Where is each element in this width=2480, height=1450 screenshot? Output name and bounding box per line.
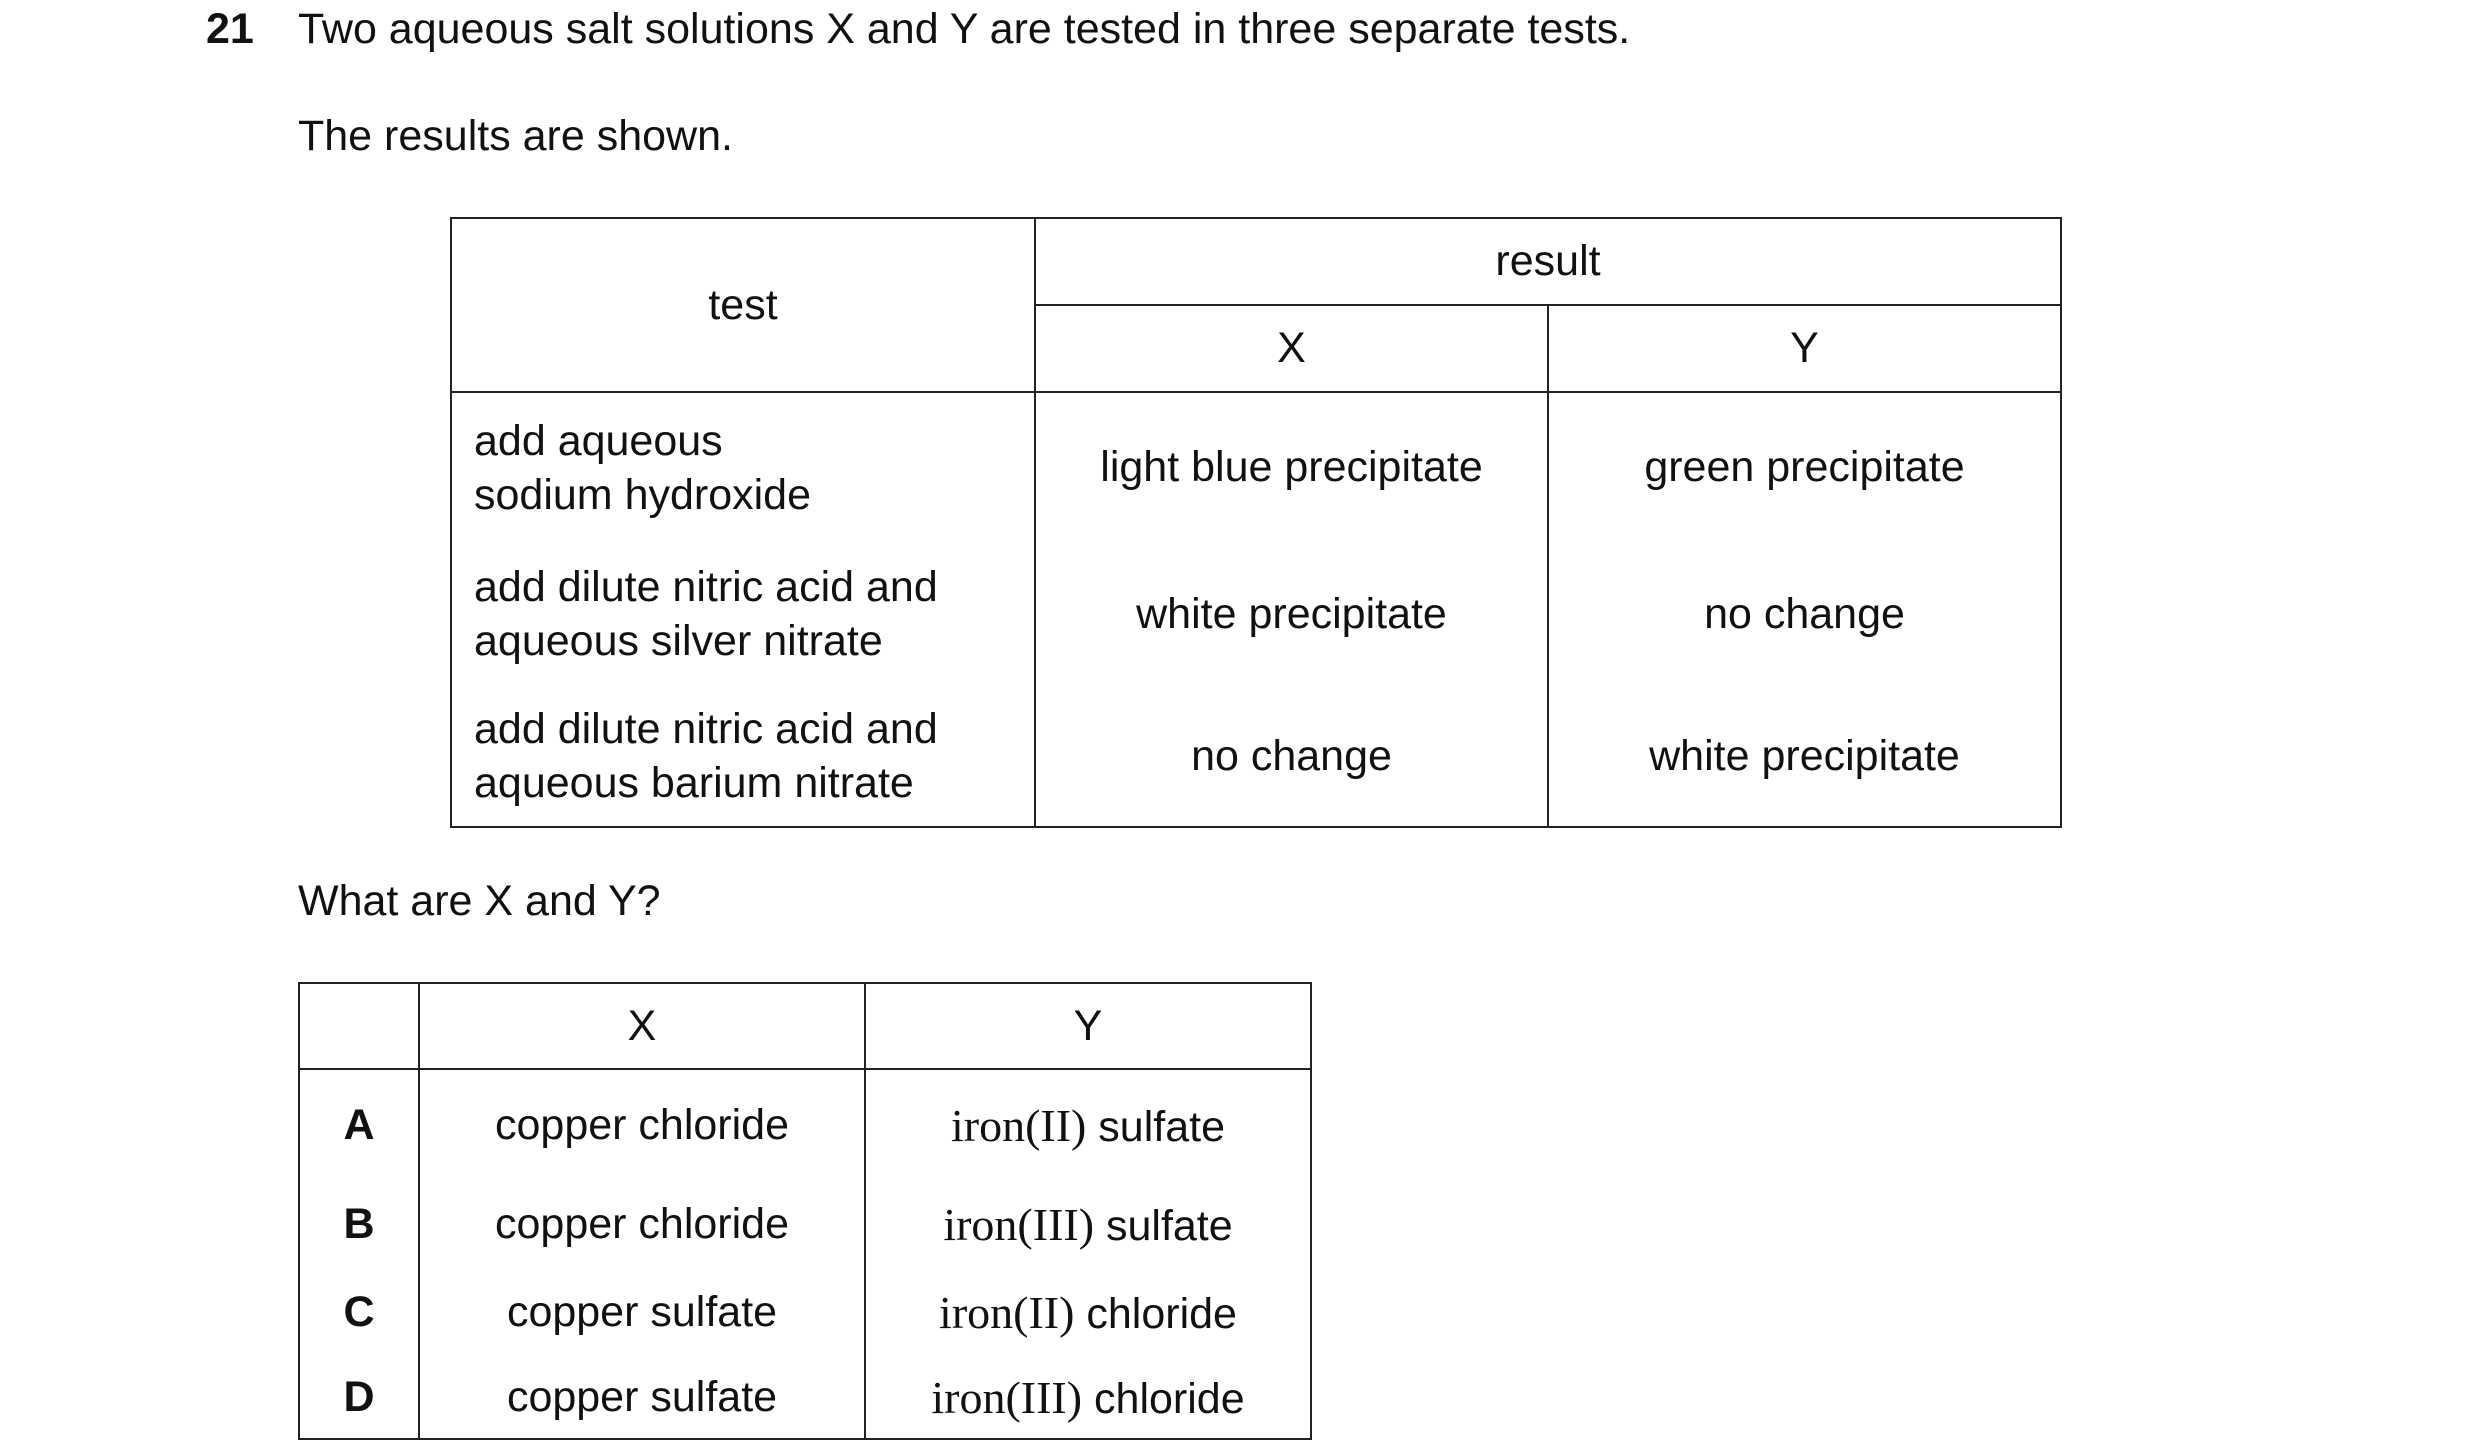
test-line: add dilute nitric acid and — [474, 563, 938, 611]
header-x: X — [419, 983, 865, 1069]
option-letter: D — [299, 1356, 419, 1439]
header-x: X — [1035, 305, 1548, 392]
header-test: test — [451, 218, 1035, 392]
result-x: no change — [1035, 686, 1548, 827]
result-x: light blue precipitate — [1035, 392, 1548, 542]
option-letter: B — [299, 1180, 419, 1268]
header-y: Y — [1548, 305, 2061, 392]
test-description — [451, 686, 1035, 827]
option-x: copper chloride — [419, 1180, 865, 1268]
header-result: result — [1035, 218, 2061, 305]
option-y-prefix: iron(III) — [943, 1198, 1095, 1250]
option-y — [865, 1268, 1311, 1356]
option-x: copper sulfate — [419, 1268, 865, 1356]
option-y-prefix: iron(III) — [931, 1371, 1083, 1423]
result-y: white precipitate — [1548, 686, 2061, 827]
option-x: copper chloride — [419, 1069, 865, 1180]
test-line: aqueous silver nitrate — [474, 617, 883, 665]
result-y: no change — [1548, 542, 2061, 686]
options-table — [298, 982, 1312, 1440]
table-row — [451, 392, 2061, 542]
header-y: Y — [865, 983, 1311, 1069]
option-y-suffix: sulfate — [1094, 1201, 1233, 1250]
option-y-prefix: iron(II) — [939, 1286, 1075, 1338]
question-intro: Two aqueous salt solutions X and Y are tested in three separate tests. — [298, 5, 1631, 53]
option-y-suffix: chloride — [1082, 1374, 1245, 1423]
option-y — [865, 1180, 1311, 1268]
option-y — [865, 1069, 1311, 1180]
test-description — [451, 542, 1035, 686]
result-y: green precipitate — [1548, 392, 2061, 542]
option-y-suffix: sulfate — [1086, 1102, 1225, 1151]
option-y — [865, 1356, 1311, 1439]
option-letter: C — [299, 1268, 419, 1356]
question-number: 21 — [206, 5, 254, 53]
option-letter: A — [299, 1069, 419, 1180]
option-y-suffix: chloride — [1074, 1289, 1237, 1338]
table-row — [451, 542, 2061, 686]
header-letter — [299, 983, 419, 1069]
test-line: add dilute nitric acid and — [474, 705, 938, 753]
option-row-c[interactable] — [299, 1268, 1311, 1356]
results-table — [450, 217, 2062, 828]
option-row-d[interactable] — [299, 1356, 1311, 1439]
test-description — [451, 392, 1035, 542]
table-row — [451, 686, 2061, 827]
option-row-a[interactable] — [299, 1069, 1311, 1180]
test-line: add aqueous — [474, 416, 723, 465]
option-row-b[interactable] — [299, 1180, 1311, 1268]
option-x: copper sulfate — [419, 1356, 865, 1439]
question-prompt: What are X and Y? — [298, 877, 661, 925]
results-intro: The results are shown. — [298, 112, 733, 160]
option-y-prefix: iron(II) — [950, 1099, 1087, 1151]
result-x: white precipitate — [1035, 542, 1548, 686]
test-line: sodium hydroxide — [474, 470, 812, 519]
test-line: aqueous barium nitrate — [474, 759, 914, 807]
